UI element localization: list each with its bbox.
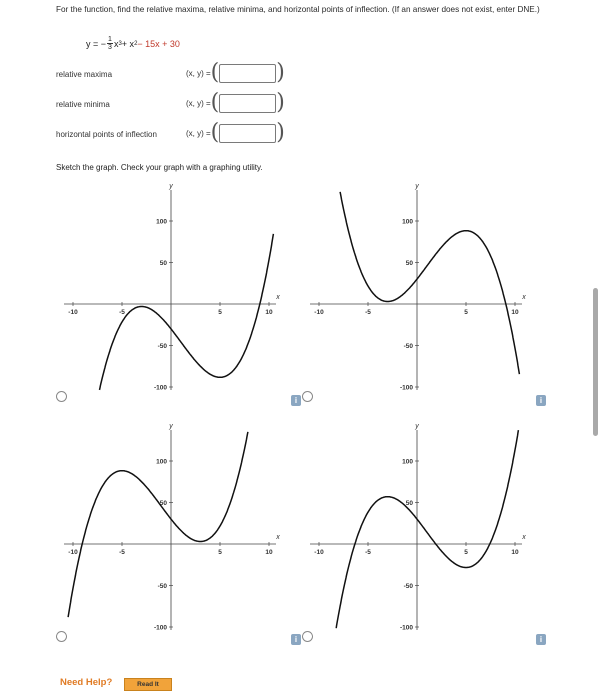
inflection-input[interactable] — [219, 124, 276, 143]
function-exp3: 3 — [118, 40, 122, 47]
graph-option-d — [306, 420, 528, 632]
xy-label: (x, y) = — [186, 98, 211, 108]
y-tick-label: -100 — [153, 384, 167, 392]
y-tick-label: -50 — [157, 343, 167, 350]
fraction — [107, 36, 113, 51]
x-tick-label: -10 — [68, 309, 78, 316]
function-curve — [100, 234, 274, 390]
relative-maxima-answer — [186, 62, 285, 84]
need-help-label: Need Help? — [60, 677, 113, 688]
y-axis-label: y — [169, 423, 173, 430]
function-x2: + x — [121, 38, 135, 49]
y-tick-label: -50 — [403, 583, 413, 590]
info-icon[interactable]: i — [536, 634, 546, 645]
scrollbar[interactable] — [593, 288, 598, 436]
x-tick-label: -5 — [365, 549, 371, 556]
relative-minima-input[interactable] — [219, 94, 276, 113]
y-tick-label: -50 — [157, 583, 167, 590]
relative-minima-answer — [186, 92, 285, 114]
y-axis-label: y — [415, 183, 419, 190]
x-tick-label: 10 — [265, 309, 273, 316]
open-paren: ( — [210, 120, 220, 145]
open-paren: ( — [210, 60, 220, 85]
x-axis-label: x — [276, 294, 280, 301]
instructions: For the function, find the relative maxima, relative minima, and horizontal points of inflection. (If an answer does not exist, enter DNE.) — [56, 5, 540, 14]
x-tick-label: 10 — [511, 309, 519, 316]
info-icon[interactable]: i — [291, 634, 301, 645]
x-tick-label: -5 — [119, 549, 125, 556]
y-tick-label: -50 — [403, 343, 413, 350]
y-tick-label: 50 — [405, 260, 413, 267]
function-tail: − 15x + 30 — [137, 38, 180, 49]
x-tick-label: 10 — [511, 549, 519, 556]
y-tick-label: 50 — [159, 500, 167, 507]
fraction-numerator: 1 — [108, 36, 112, 43]
y-tick-label: 50 — [405, 500, 413, 507]
y-tick-label: 100 — [156, 458, 167, 466]
radio-option-d[interactable] — [302, 631, 313, 642]
y-tick-label: 100 — [402, 458, 413, 466]
y-axis-label: y — [415, 423, 419, 430]
x-tick-label: -5 — [119, 309, 125, 316]
y-tick-label: 50 — [159, 260, 167, 267]
x-axis-label: x — [276, 534, 280, 541]
function-curve — [336, 430, 518, 628]
x-axis-label: x — [522, 534, 526, 541]
fraction-denominator: 3 — [108, 44, 112, 51]
x-tick-label: -5 — [365, 309, 371, 316]
relative-maxima-input[interactable] — [219, 64, 276, 83]
x-tick-label: -10 — [68, 549, 78, 556]
function-x: x — [113, 38, 119, 49]
inflection-label: horizontal points of inflection — [56, 130, 157, 139]
function-lhs: y = — [86, 38, 99, 49]
inflection-answer — [186, 122, 285, 144]
x-tick-label: 5 — [464, 309, 468, 316]
close-paren: ) — [276, 90, 285, 115]
graph-option-c — [60, 420, 282, 632]
y-axis-label: y — [169, 183, 173, 190]
x-axis-label: x — [522, 294, 526, 301]
close-paren: ) — [276, 60, 285, 85]
radio-option-a[interactable] — [56, 391, 67, 402]
function-exp2: 2 — [134, 40, 138, 47]
x-tick-label: 10 — [265, 549, 273, 556]
y-tick-label: -100 — [399, 384, 413, 392]
relative-maxima-label: relative maxima — [56, 70, 113, 79]
close-paren: ) — [276, 120, 285, 145]
x-tick-label: 5 — [218, 549, 222, 556]
info-icon[interactable]: i — [536, 395, 546, 406]
info-icon[interactable]: i — [291, 395, 301, 406]
relative-minima-label: relative minima — [56, 100, 110, 109]
graph-option-b — [306, 180, 528, 392]
function-curve — [340, 192, 519, 374]
radio-option-c[interactable] — [56, 631, 67, 642]
y-tick-label: -100 — [153, 624, 167, 632]
x-tick-label: 5 — [464, 549, 468, 556]
y-tick-label: 100 — [156, 218, 167, 226]
x-tick-label: -10 — [314, 309, 324, 316]
read-it-button[interactable]: Read It — [124, 678, 172, 691]
xy-label: (x, y) = — [186, 68, 211, 78]
open-paren: ( — [210, 90, 220, 115]
x-tick-label: -10 — [314, 549, 324, 556]
x-tick-label: 5 — [218, 309, 222, 316]
graph-option-a — [60, 180, 282, 392]
y-tick-label: 100 — [402, 218, 413, 226]
radio-option-b[interactable] — [302, 391, 313, 402]
function-expression — [86, 36, 180, 51]
y-tick-label: -100 — [399, 624, 413, 632]
xy-label: (x, y) = — [186, 128, 211, 138]
function-sign: − — [100, 38, 107, 49]
sketch-prompt: Sketch the graph. Check your graph with a graphing utility. — [56, 163, 263, 172]
